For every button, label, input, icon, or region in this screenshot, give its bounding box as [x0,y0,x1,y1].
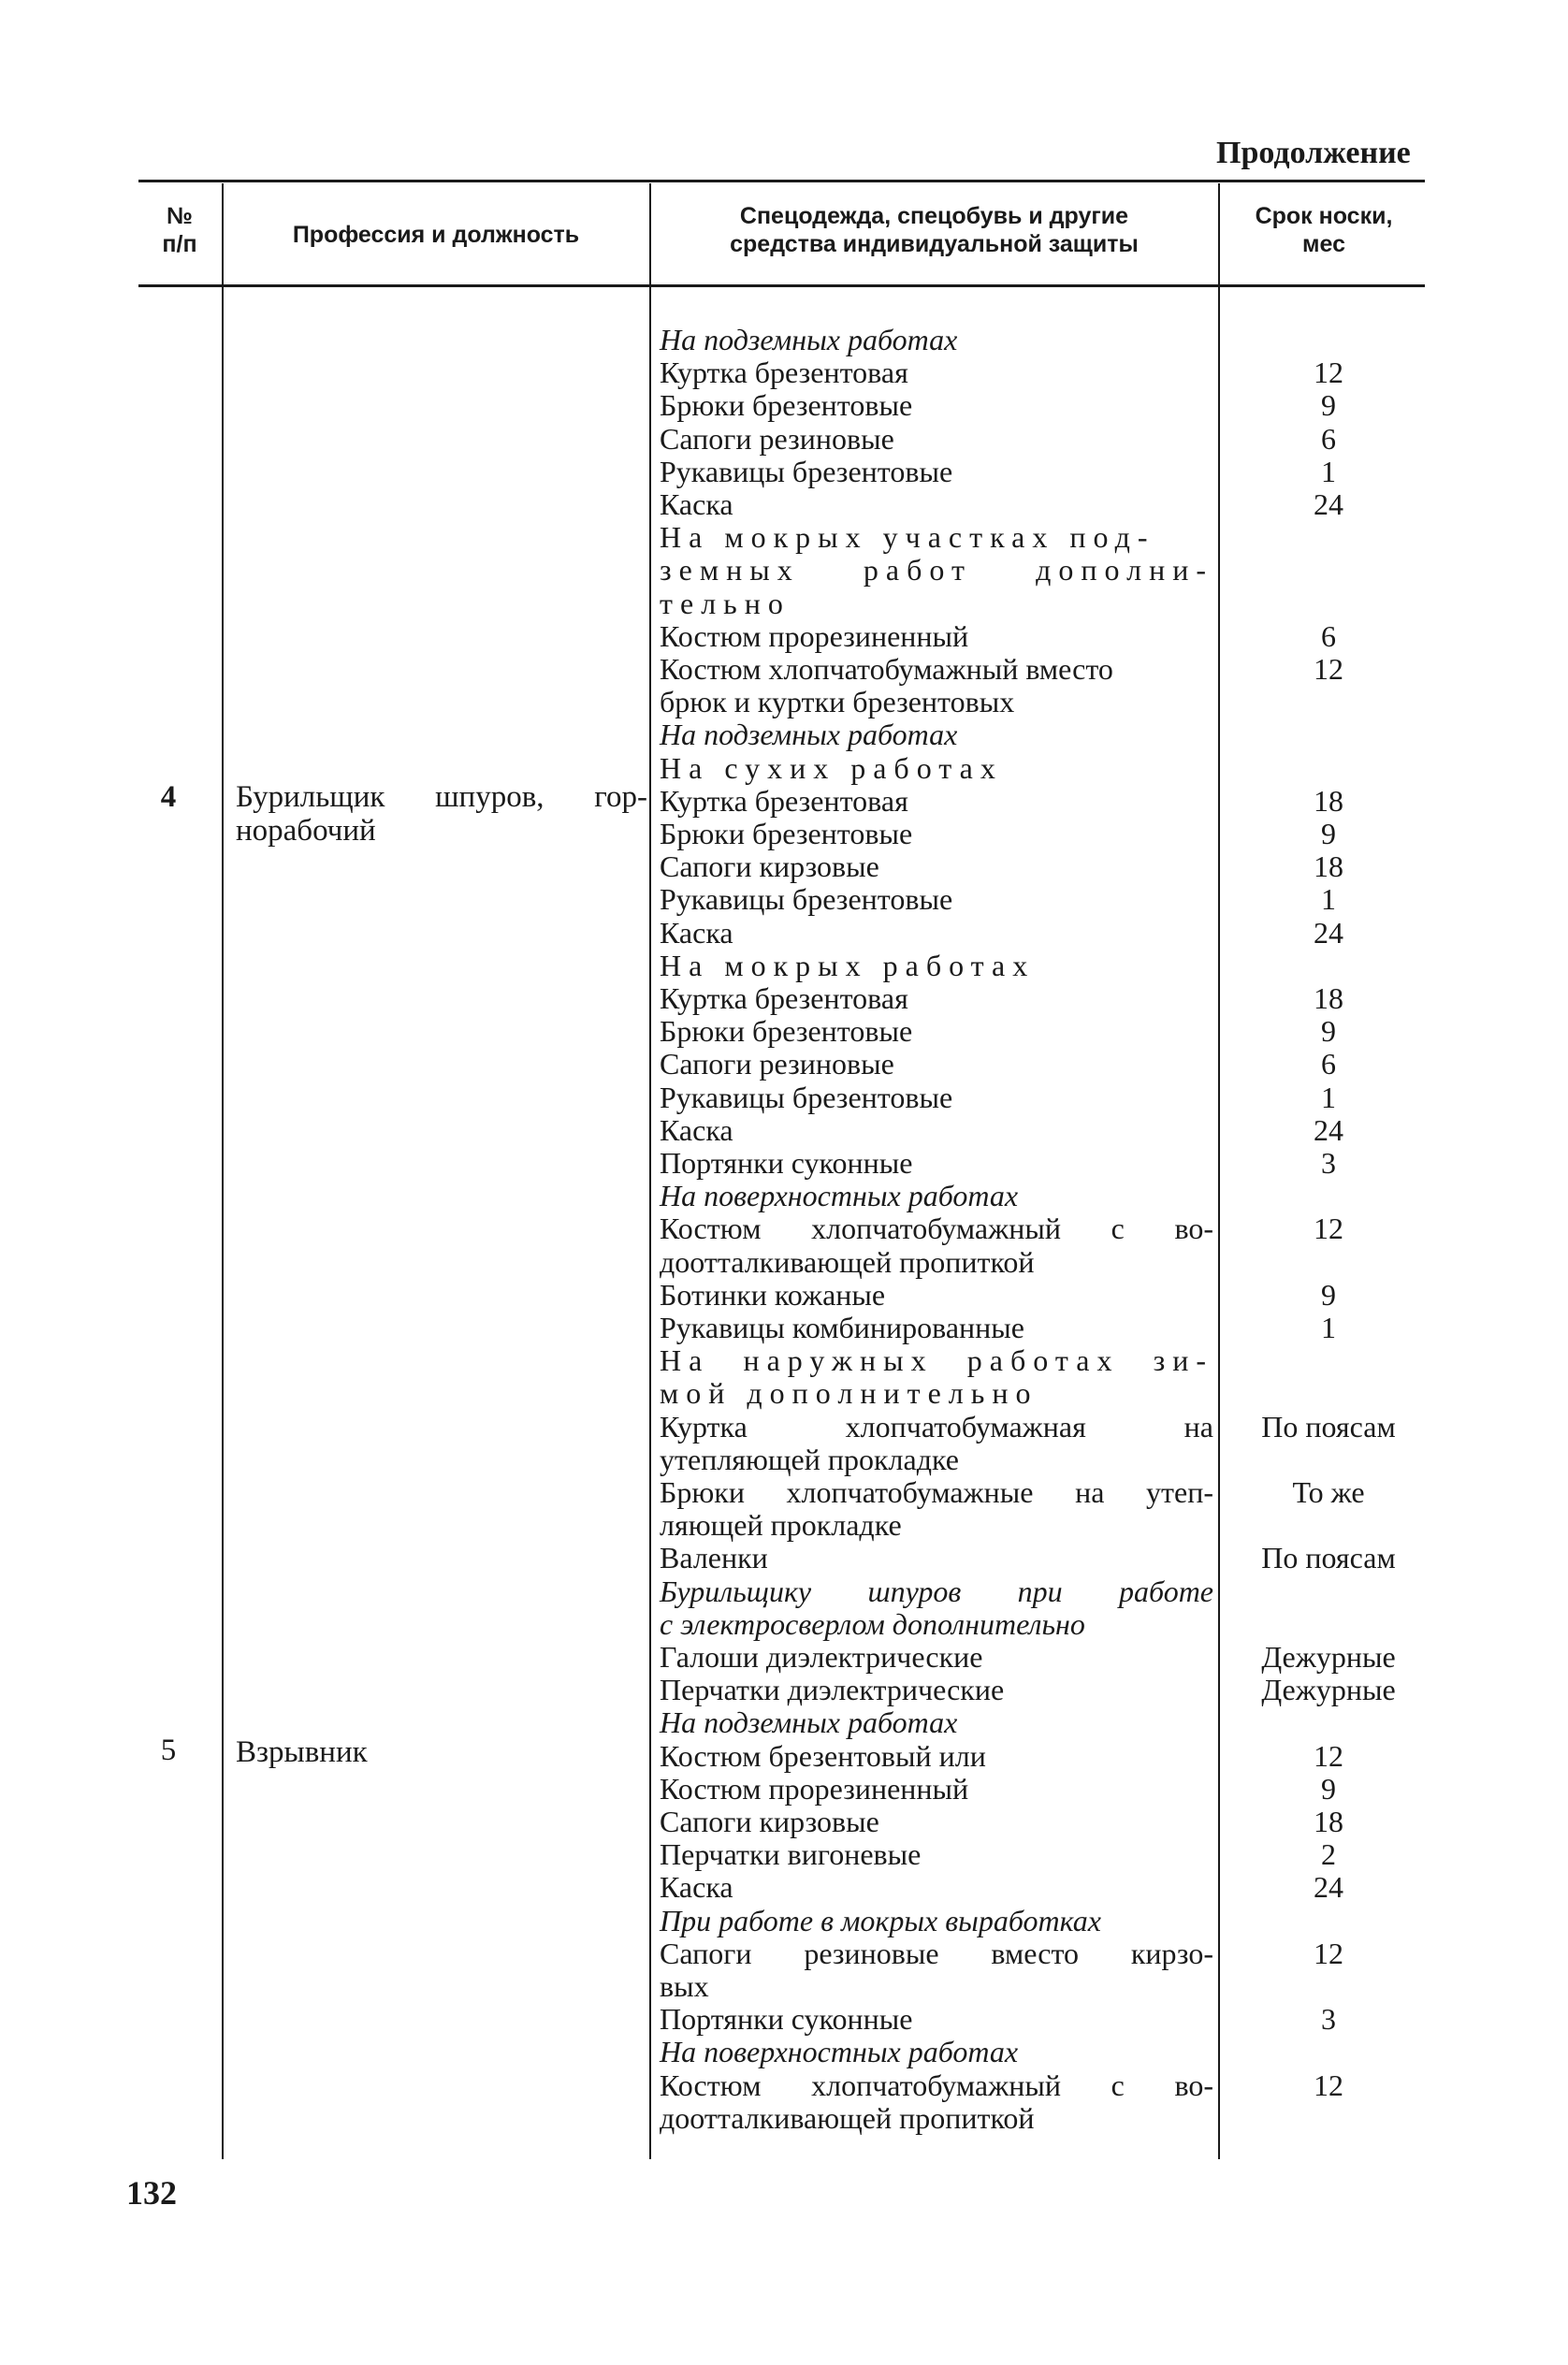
header-number [138,202,221,258]
profession-line: норабочий [236,814,376,848]
wear-term: 1 [1321,454,1336,488]
wear-term: 9 [1321,1277,1336,1312]
table-top-rule [138,180,1425,182]
clothing-item: Куртка хлопчатобумажная на [660,1409,1213,1444]
clothing-item: вых [660,1969,709,2003]
clothing-item: земных работ дополни- [660,553,1213,588]
wear-term: Дежурные [1261,1640,1396,1674]
wear-term: 12 [1314,1212,1343,1246]
clothing-item: Брюки брезентовые [660,817,913,850]
wear-term: 24 [1314,487,1343,521]
wear-term: 18 [1314,849,1343,884]
clothing-item: Сапоги резиновые [660,1047,894,1081]
clothing-item: На подземных работах [660,323,958,356]
header-bottom-rule [138,284,1425,287]
column-divider-2 [649,183,651,2159]
clothing-item: Портянки суконные [660,2002,913,2037]
clothing-item: Рукавицы комбинированные [660,1311,1024,1344]
clothing-item: с электросверлом дополнительно [660,1606,1085,1641]
clothing-item: Костюм прорезиненный [660,1771,969,1806]
clothing-item: На сухих работах [660,750,1003,785]
clothing-item: Перчатки диэлектрические [660,1673,1005,1707]
clothing-item: Куртка брезентовая [660,981,908,1015]
wear-term: 12 [1314,1738,1343,1773]
clothing-item: Рукавицы брезентовые [660,882,953,917]
clothing-item: На мокрых работах [660,948,1036,982]
clothing-item: Костюм прорезиненный [660,618,969,653]
clothing-item: Брюки хлопчатобумажные на утеп- [660,1475,1213,1509]
clothing-item: Сапоги резиновые вместо кирзо- [660,1936,1213,1970]
wear-term: 24 [1314,915,1343,950]
row-number: 5 [160,1734,177,1767]
wear-term: 24 [1314,1112,1343,1147]
column-divider-1 [222,183,224,2159]
clothing-item: На поверхностных работах [660,1179,1019,1213]
clothing-item: На поверхностных работах [660,2035,1019,2069]
clothing-item: брюк и куртки брезентовых [660,685,1015,719]
wear-term: Дежурные [1261,1673,1396,1707]
clothing-item: Сапоги кирзовые [660,1805,879,1838]
clothing-item: На подземных работах [660,718,958,752]
wear-term: 3 [1321,1146,1336,1180]
header-profession-text: Профессия и должность [292,222,580,248]
wear-term: 1 [1321,1080,1336,1114]
clothing-item: Рукавицы брезентовые [660,454,953,488]
wear-term: То же [1292,1475,1365,1509]
clothing-item: Рукавицы брезентовые [660,1080,953,1114]
clothing-item: Каска [660,1112,733,1147]
clothing-item: Портянки суконные [660,1146,913,1180]
wear-term: 18 [1314,1805,1343,1838]
clothing-item: тельно [660,586,791,620]
wear-term: 24 [1314,1870,1343,1905]
wear-term: По поясам [1261,1541,1396,1575]
header-term [1221,202,1427,258]
clothing-item: Сапоги резиновые [660,421,894,456]
clothing-item: Сапоги кирзовые [660,849,879,884]
clothing-item: ляющей прокладке [660,1508,902,1543]
clothing-item: На подземных работах [660,1705,958,1740]
header-profession [225,221,647,249]
clothing-item: На наружных работах зи- [660,1343,1213,1378]
clothing-item: Бурильщику шпуров при работе [660,1574,1213,1608]
clothing-item: утепляющей прокладке [660,1442,959,1476]
profession-cell [236,780,647,848]
clothing-item: На мокрых участках под- [660,520,1155,555]
clothing-item: Костюм хлопчатобумажный с во- [660,1212,1213,1246]
wear-term: 18 [1314,783,1343,818]
clothing-item: Каска [660,915,733,950]
page-number: 132 [126,2174,177,2212]
wear-term: 6 [1321,1047,1336,1081]
wear-term: 3 [1321,2002,1336,2037]
clothing-item: Брюки брезентовые [660,1014,913,1049]
header-term-line1: Срок носки, [1255,203,1393,229]
wear-term: 1 [1321,882,1336,917]
wear-term: 9 [1321,817,1336,850]
wear-term: 9 [1321,1771,1336,1806]
wear-term: 18 [1314,981,1343,1015]
wear-term: 9 [1321,388,1336,423]
clothing-item: доотталкивающей пропиткой [660,1244,1035,1279]
wear-term: 12 [1314,355,1343,390]
profession-cell [236,1735,647,1769]
clothing-item: Костюм хлопчатобумажный с во- [660,2068,1213,2102]
clothing-item: Перчатки вигоневые [660,1837,922,1872]
clothing-item: Галоши диэлектрические [660,1640,983,1674]
wear-term: По поясам [1261,1409,1396,1444]
profession-line: Взрывник [236,1735,368,1769]
profession-line: Бурильщик шпуров, гор- [236,780,647,814]
column-divider-3 [1218,183,1220,2159]
header-clothing-line1: Спецодежда, спецобувь и другие [739,203,1129,229]
clothing-item: Костюм хлопчатобумажный вместо [660,652,1113,686]
wear-term: 2 [1321,1837,1336,1872]
clothing-item: Каска [660,1870,733,1905]
continued-label: Продолжение [1216,136,1411,170]
clothing-item: Брюки брезентовые [660,388,913,423]
clothing-item: Каска [660,487,733,521]
clothing-item: При работе в мокрых выработках [660,1903,1101,1937]
header-clothing-line2: средства индивидуальной защиты [730,231,1139,257]
wear-term: 12 [1314,1936,1343,1970]
header-number-line1: № [167,203,193,229]
row-number: 4 [160,780,177,814]
wear-term: 1 [1321,1311,1336,1344]
wear-term: 12 [1314,2068,1343,2102]
clothing-item: доотталкивающей пропиткой [660,2100,1035,2135]
header-clothing [652,202,1216,258]
clothing-item: Ботинки кожаные [660,1277,886,1312]
clothing-item: мой дополнительно [660,1376,1038,1411]
clothing-item: Костюм брезентовый или [660,1738,986,1773]
wear-term: 12 [1314,652,1343,686]
wear-term: 6 [1321,618,1336,653]
header-number-line2: п/п [162,231,197,257]
clothing-item: Куртка брезентовая [660,355,908,390]
header-term-line2: мес [1302,231,1345,257]
clothing-item: Куртка брезентовая [660,783,908,818]
wear-term: 6 [1321,421,1336,456]
clothing-item: Валенки [660,1541,768,1575]
wear-term: 9 [1321,1014,1336,1049]
